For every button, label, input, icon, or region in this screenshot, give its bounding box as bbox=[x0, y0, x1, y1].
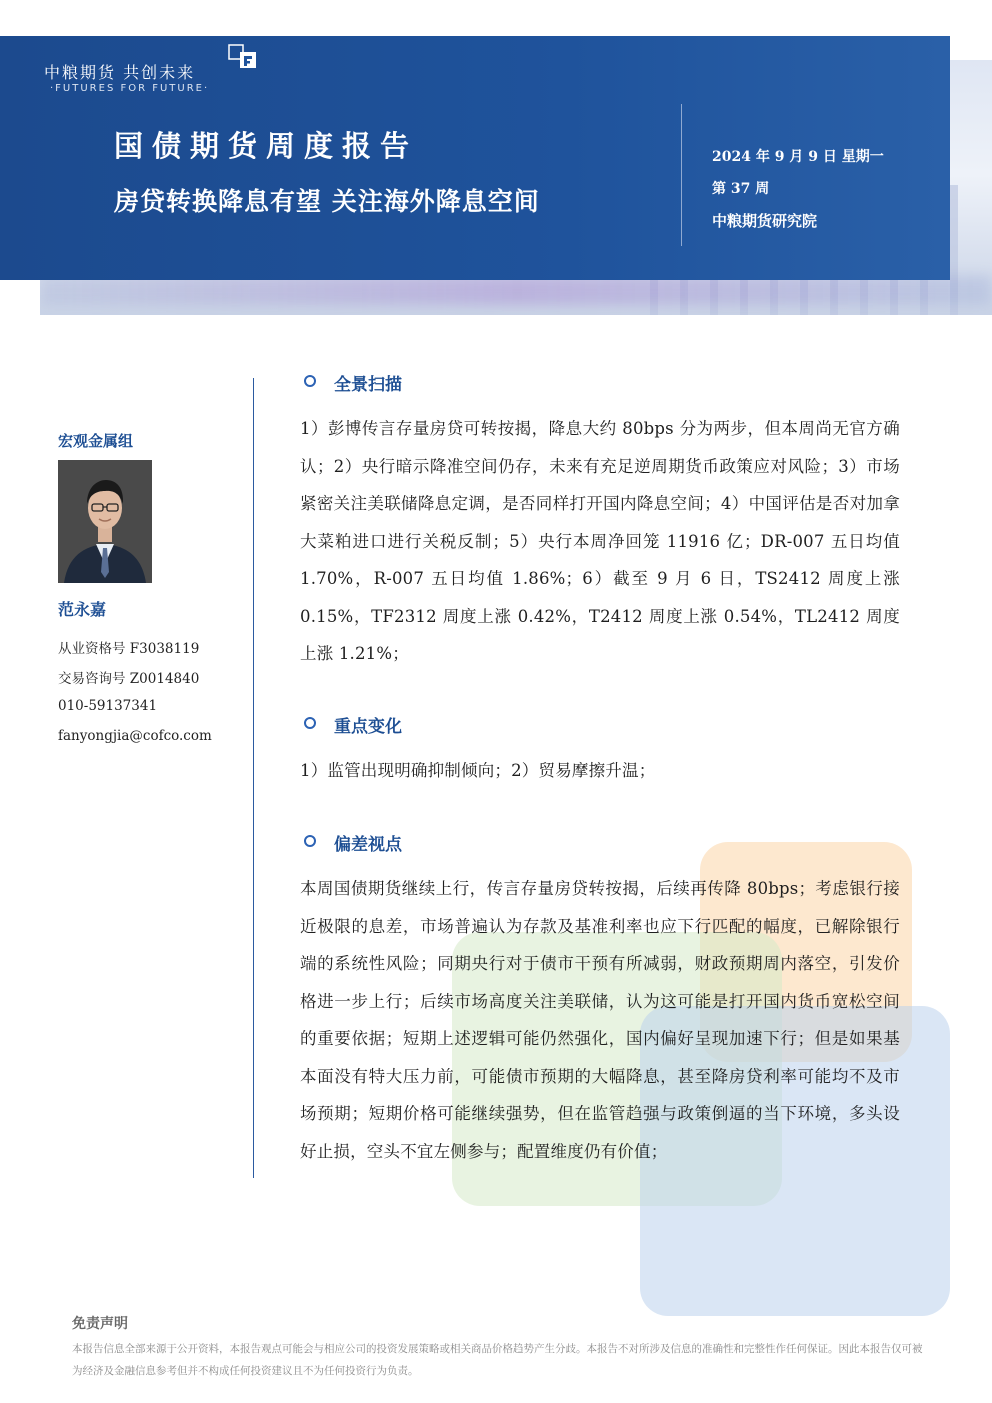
section-key-changes bbox=[300, 712, 900, 790]
report-title: 国债期货周度报告 bbox=[114, 129, 419, 163]
section-title: 重点变化 bbox=[334, 717, 402, 737]
bullet-icon bbox=[304, 717, 316, 729]
disclaimer-title: 免责声明 bbox=[72, 1316, 128, 1332]
section-body: 本周国债期货继续上行，传言存量房贷转按揭，后续再传降 80bps；考虑银行接近极限的息差，市场普遍认为存款及基准利率也应下行匹配的幅度，已解除银行端的系统性风险；同期央行对于债市干预有所减弱，财政预期周内落空，引发价格进一步上行；后续市场高度关注美联储，认为这可能是打开国内货币宽松空间的重要依据；短期上述逻辑可能仍然强化，国内偏好呈现加速下行；但是如果基本面没有特大压力前，可能债市预期的大幅降息，甚至降房贷利率可能均不及市场预期；短期价格可能继续强势，但在监管趋强与政策倒逼的当下环境，多头设好止损，空头不宜左侧参与；配置维度仍有价值； bbox=[300, 879, 900, 1161]
bullet-icon bbox=[304, 835, 316, 847]
company-logo-icon bbox=[228, 44, 260, 76]
bullet-icon bbox=[304, 375, 316, 387]
section-title: 偏差视点 bbox=[334, 835, 402, 855]
report-date: 2024 年 9 月 9 日 星期一 bbox=[712, 149, 884, 165]
research-group: 宏观金属组 bbox=[58, 432, 134, 450]
section-title: 全景扫描 bbox=[334, 375, 402, 395]
license-number: 从业资格号 F3038119 bbox=[58, 641, 200, 657]
section-body: 1）监管出现明确抑制倾向；2）贸易摩擦升温； bbox=[300, 761, 656, 780]
section-overview bbox=[300, 370, 900, 673]
report-subtitle: 房贷转换降息有望 关注海外降息空间 bbox=[114, 187, 540, 216]
email-address[interactable]: fanyongjia@cofco.com bbox=[58, 728, 212, 744]
company-slogan: ·FUTURES FOR FUTURE· bbox=[50, 83, 210, 94]
section-body: 1）彭博传言存量房贷可转按揭，降息大约 80bps 分为两步，但本周尚无官方确认；2）央行暗示降准空间仍存，未来有充足逆周期货币政策应对风险；3）市场紧密关注美联储降息定调，是否同样打开国内降息空间；4）中国评估是否对加拿大菜粕进口进行关税反制；5）央行本周净回笼 11916 亿；DR-007 五日均值 1.70%，R-007 五日均值 1.86%；6）截至 9 月 6 日，TS2412 周度上涨 0.15%，TF2312 周度上涨 0.42%，T2412 周度上涨 0.54%，TL2412 周度上涨 1.21%； bbox=[300, 419, 900, 663]
report-week: 第 37 周 bbox=[712, 181, 770, 197]
analyst-name: 范永嘉 bbox=[58, 600, 107, 619]
header-divider bbox=[681, 104, 682, 246]
consult-number: 交易咨询号 Z0014840 bbox=[58, 671, 200, 687]
sidebar-divider bbox=[253, 378, 254, 1178]
phone-number: 010-59137341 bbox=[58, 698, 158, 714]
institute-name: 中粮期货研究院 bbox=[712, 212, 818, 230]
section-deviation-view bbox=[300, 830, 900, 1170]
disclaimer-text: 本报告信息全部来源于公开资料，本报告观点可能会与相应公司的投资发展策略或相关商品价格趋势产生分歧。本报告不对所涉及信息的准确性和完整性作任何保证。因此本报告仅可被为经济及金融信息参考但并不构成任何投资建议且不为任何投资行为负责。 bbox=[72, 1343, 923, 1377]
analyst-photo bbox=[58, 460, 152, 583]
company-logo-text: 中粮期货 共创未来 bbox=[44, 63, 196, 82]
